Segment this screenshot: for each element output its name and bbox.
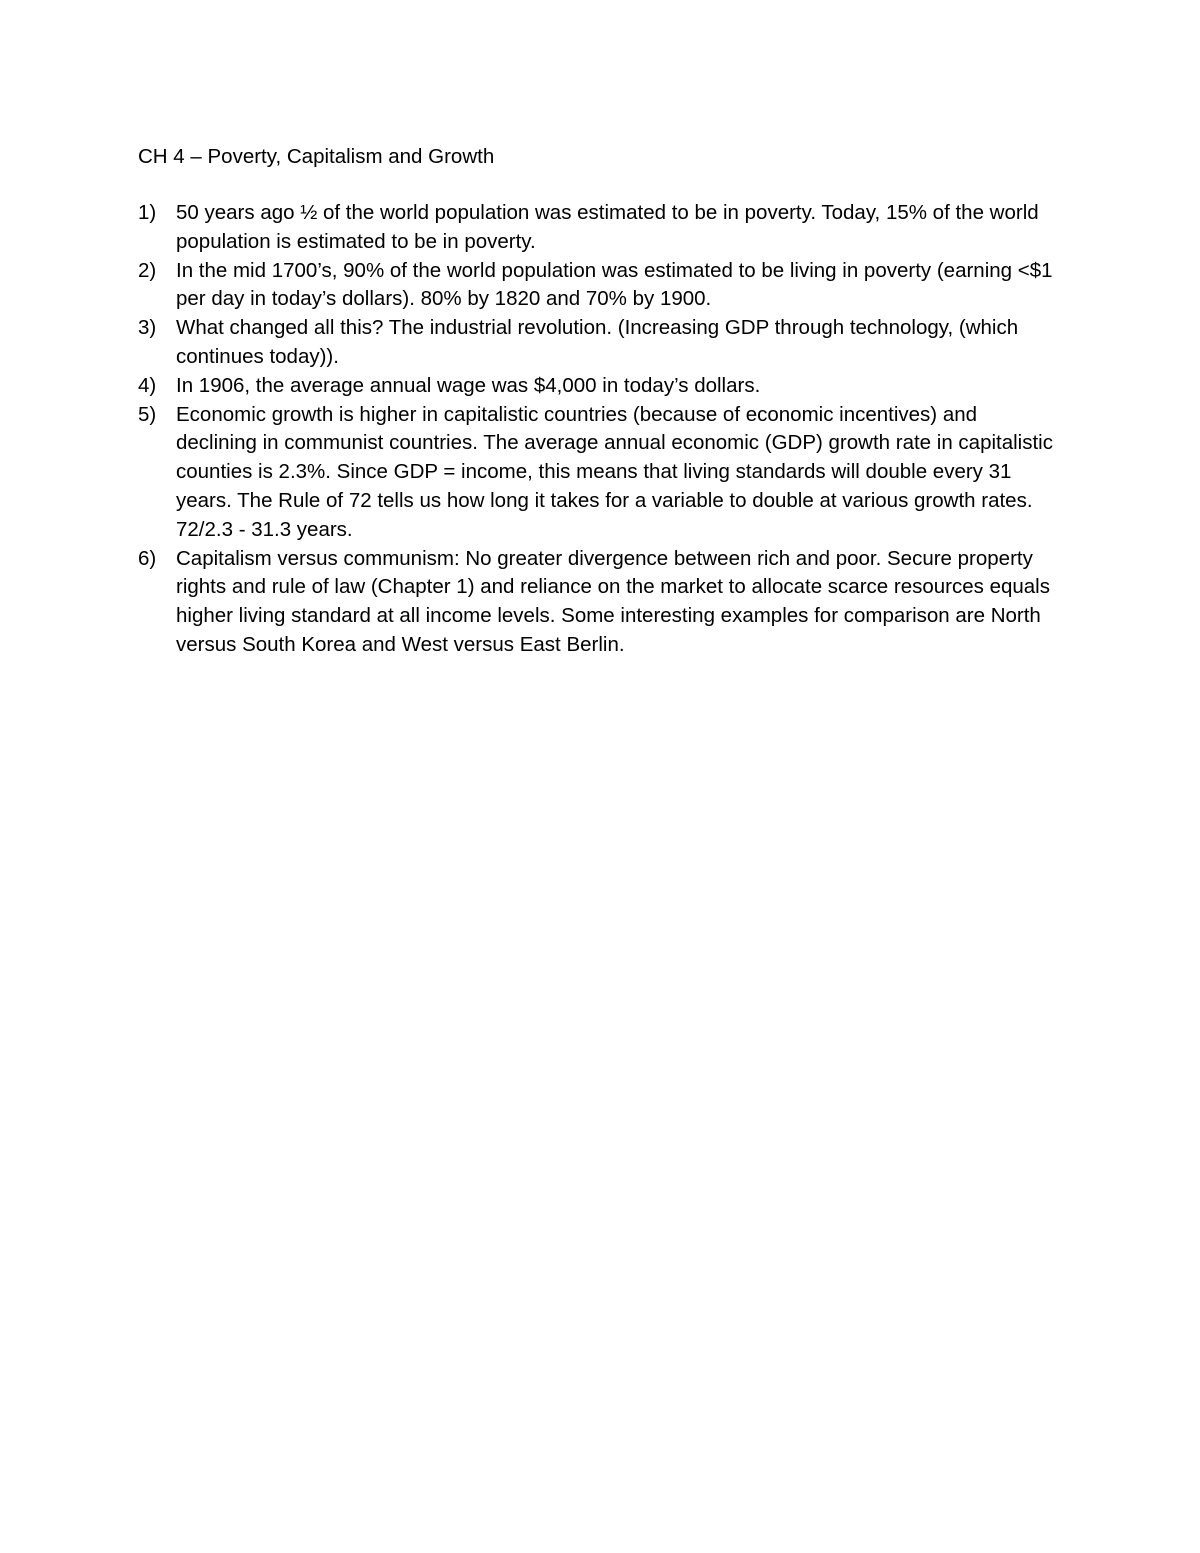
list-item: [138, 314, 1058, 372]
document-title: CH 4 – Poverty, Capitalism and Growth: [138, 145, 495, 168]
list-item-text: Capitalism versus communism: No greater divergence between rich and poor. Secure property rights and rule of law (Chapter 1) and reliance on the market to allocate scarce resources equals higher living standard at all income levels. Some interesting examples for comparison are North versus South Korea and West versus East Berlin.: [176, 546, 1050, 656]
list-item-number: 1): [138, 201, 157, 224]
list-item-number: 6): [138, 546, 157, 570]
list-item: [138, 257, 1058, 315]
list-item: [138, 401, 1058, 545]
list-item-text: Economic growth is higher in capitalistic countries (because of economic incentives) and declining in communist countries. The average annual economic (GDP) growth rate in capitalistic counties is 2.3%. Since GDP = income, this means that living standards will double every 31 years. The Rule of 72 tells us how long it takes for a variable to double at various growth rates. 72/2.3 - 31.3 years.: [176, 402, 1053, 541]
list-item-number: 5): [138, 402, 157, 426]
list-item: [138, 372, 1058, 401]
numbered-list: [138, 199, 1058, 660]
list-item-text: In the mid 1700’s, 90% of the world population was estimated to be living in poverty (earning <$1 per day in today’s dollars). 80% by 1820 and 70% by 1900.: [176, 258, 1053, 311]
list-item-text: 50 years ago ½ of the world population was estimated to be in poverty. Today, 15% of the world population is estimated to be in poverty.: [176, 201, 1039, 253]
list-item-text: What changed all this? The industrial revolution. (Increasing GDP through technology, (which continues today)).: [176, 316, 1019, 368]
list-item-number: 4): [138, 373, 157, 397]
list-item-number: 3): [138, 316, 157, 340]
list-item-text: In 1906, the average annual wage was $4,000 in today’s dollars.: [176, 373, 761, 397]
list-item: [138, 199, 1058, 257]
list-item-number: 2): [138, 258, 157, 282]
list-item: [138, 545, 1058, 660]
